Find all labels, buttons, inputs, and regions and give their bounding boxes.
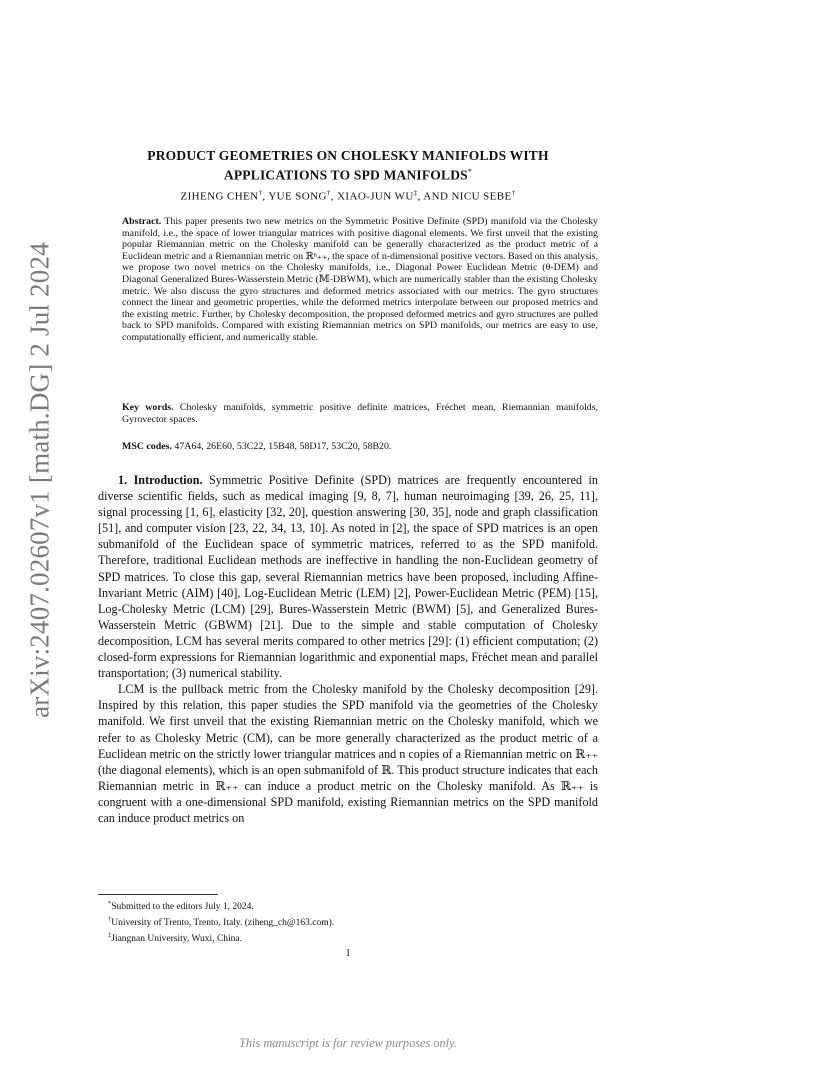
abstract-text: This paper presents two new metrics on the Symmetric Positive Definite (SPD) manifold via the Cholesky manifold, i.e., the space of lower triangular matrices with positive diagonal elements. We first unveil that the existing popular Riemannian metric on the Cholesky manifold can be generally characterized as the product metric of a Euclidean metric and a Riemannian metric on ℝⁿ₊₊, the space of n-dimensional positive vectors. Based on this analysis, we propose two novel metrics on the Cholesky manifolds, i.e., Diagonal Power Euclidean Metric (θ-DEM) and Diagonal Generalized Bures-Wasserstein Metric (𝕄-DBWM), which are numerically stabler than the existing Cholesky metric. We also discuss the gyro structures and deformed metrics associated with our metrics. The gyro structures connect the linear and geometric properties, while the deformed metrics interpolate between our proposed metrics and the existing metric. Further, by Cholesky decomposition, the proposed deformed metrics and gyro structures are pulled back to SPD manifolds. Compared with existing Riemannian metrics on SPD manifolds, our metrics are easy to use, computationally efficient, and numerically stable. [122, 216, 598, 343]
author-name: NICU SEBE [451, 190, 512, 203]
arxiv-side-identifier [20, 242, 60, 718]
author-affiliation-mark: † [326, 189, 331, 197]
msc-label: MSC codes. [122, 441, 172, 452]
intro-paragraph-1 [98, 472, 598, 681]
keywords-label: Key words. [122, 402, 174, 413]
arxiv-id-text: arXiv:2407.02607v1 [math.DG] 2 Jul 2024 [24, 242, 55, 718]
author-affiliation-mark: † [511, 189, 516, 197]
section-heading: 1. Introduction. [118, 473, 203, 487]
title-footnote-mark: * [467, 167, 473, 176]
footnote-mark: † [108, 915, 112, 923]
footnote [98, 898, 598, 914]
author-affiliation-mark: ‡ [413, 189, 418, 197]
author-name: XIAO-JUN WU [337, 190, 414, 203]
abstract-label: Abstract. [122, 216, 162, 227]
author-name: YUE SONG [268, 190, 327, 203]
footnote-rule [98, 894, 218, 895]
footnote-mark: * [108, 900, 112, 907]
footnote-text: Jiangnan University, Wuxi, China. [111, 934, 243, 945]
title-line-2: APPLICATIONS TO SPD MANIFOLDS [223, 167, 468, 183]
paper-title [98, 148, 598, 184]
footnote [98, 930, 598, 946]
footnote-text: Submitted to the editors July 1, 2024. [111, 902, 254, 913]
abstract [122, 216, 598, 344]
author-separator: , AND [417, 190, 452, 203]
msc-codes [122, 441, 598, 453]
author-separator: , [262, 190, 269, 203]
page-number: 1 [345, 948, 351, 959]
title-line-1: PRODUCT GEOMETRIES ON CHOLESKY MANIFOLDS WITH [147, 148, 549, 163]
footnote-text: University of Trento, Trento, Italy. (ziheng_ch@163.com). [111, 918, 335, 929]
footnote-mark: ‡ [108, 931, 112, 939]
author-name: ZIHENG CHEN [180, 190, 259, 203]
intro-paragraph-2: LCM is the pullback metric from the Cholesky manifold by the Cholesky decomposition [29]. Inspired by this relation, this paper studies the SPD manifold via the geometries of the Cholesky manifold. We first unveil that the existing Riemannian metric on the Cholesky manifold, which we refer to as Cholesky Metric (CM), can be more generally characterized as the product metric of a Euclidean metric on the strictly lower triangular matrices and n copies of a Riemannian metric on ℝ₊₊ (the diagonal elements), which is an open submanifold of ℝ. This product structure indicates that each Riemannian metric in ℝ₊₊ can induce a product metric on the Cholesky manifold. As ℝ₊₊ is congruent with a one-dimensional SPD manifold, existing Riemannian metrics on the SPD manifold can induce product metrics on [98, 682, 598, 825]
review-notice: This manuscript is for review purposes only. [239, 1036, 457, 1050]
intro-paragraph-1-text: Symmetric Positive Definite (SPD) matrices are frequently encountered in diverse scientific fields, such as medical imaging [9, 8, 7], human neuroimaging [39, 26, 25, 11], signal processing [1, 6], elasticity [32, 20], question answering [30, 35], node and graph classification [51], and computer vision [23, 22, 34, 13, 10]. As noted in [2], the space of SPD matrices is an open submanifold of the Euclidean space of symmetric matrices, referred to as the SPD manifold. Therefore, traditional Euclidean methods are ineffective in handling the non-Euclidean geometry of SPD matrices. To close this gap, several Riemannian metrics have been proposed, including Affine-Invariant Metric (AIM) [40], Log-Euclidean Metric (LEM) [2], Power-Euclidean Metric (PEM) [15], Log-Cholesky Metric (LCM) [29], Bures-Wasserstein Metric (BWM) [5], and Generalized Bures-Wasserstein Metric (GBWM) [21]. Due to the simple and stable computation of Cholesky decomposition, LCM has several merits compared to other metrics [29]: (1) efficient computation; (2) closed-form expressions for Riemannian logarithmic and exponential maps, Fréchet mean and parallel transportation; (3) numerical stability. [98, 473, 598, 681]
author-affiliation-mark: † [258, 189, 263, 197]
msc-text: 47A64, 26E60, 53C22, 15B48, 58D17, 53C20, 58B20. [174, 441, 392, 452]
footnote [98, 914, 598, 930]
introduction-section [98, 472, 598, 826]
author-separator: , [330, 190, 338, 203]
footnotes [98, 898, 598, 946]
keywords [122, 402, 598, 425]
author-list [98, 189, 598, 203]
keywords-text: Cholesky manifolds, symmetric positive definite matrices, Fréchet mean, Riemannian manifolds, Gyrovector spaces. [122, 402, 599, 425]
